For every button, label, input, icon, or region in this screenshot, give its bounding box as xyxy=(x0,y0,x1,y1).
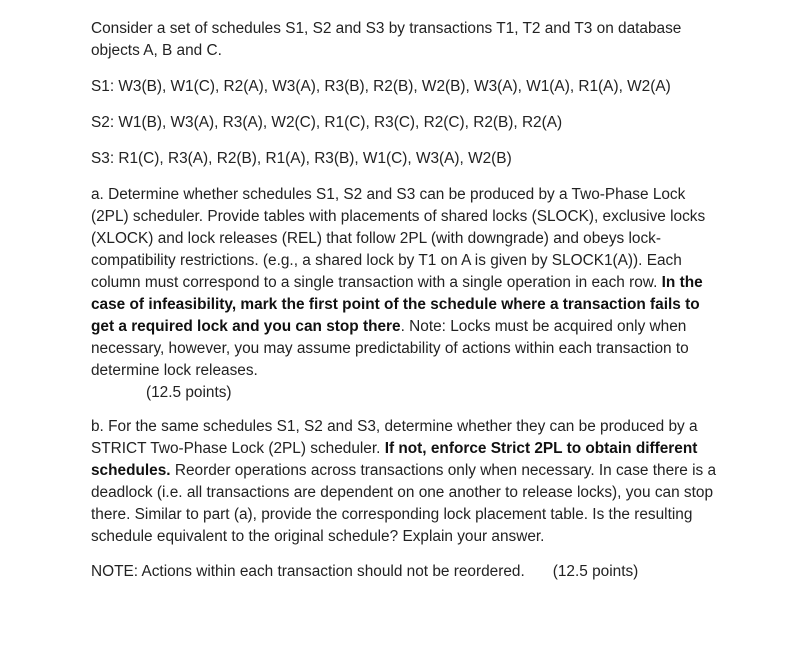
schedule-s2: S2: W1(B), W3(A), R3(A), W2(C), R1(C), R3(C), R2(C), R2(B), R2(A) xyxy=(91,114,563,131)
part-a-text: a. Determine whether schedules S1, S2 and S3 can be produced by a Two-Phase Lock (2PL) scheduler. Provide tables with placements of shared locks (SLOCK), exclusive locks (XLOCK) and lock releases (REL) that follow 2PL (with downgrade) and obeys lock-compatibility restrictions. (e.g., a shared lock by T1 on A is given by SLOCK1(A)). Each column must correspond to a single transaction with a single operation in each row. xyxy=(91,186,706,291)
problem-document xyxy=(91,18,721,583)
part-a-points: (12.5 points) xyxy=(146,384,232,401)
part-a-bold: In the case of infeasibility, mark the first point of the schedule where a transaction fails to get a required lock and you can stop there xyxy=(91,274,703,335)
note-points: (12.5 points) xyxy=(552,563,639,580)
intro-paragraph: Consider a set of schedules S1, S2 and S3 by transactions T1, T2 and T3 on database objects A, B and C. xyxy=(91,20,682,59)
note-paragraph xyxy=(91,561,721,583)
schedule-s1: S1: W3(B), W1(C), R2(A), W3(A), R3(B), R2(B), W2(B), W3(A), W1(A), R1(A), W2(A) xyxy=(91,78,671,95)
note-text: NOTE: Actions within each transaction should not be reordered. xyxy=(91,563,525,580)
part-a-tail: . Note: Locks must be acquired only when necessary, however, you may assume predictability of actions within each transaction to determine lock releases. xyxy=(91,318,689,379)
part-b-tail: Reorder operations across transactions only when necessary. In case there is a deadlock (i.e. all transactions are dependent on one another to release locks), you can stop there. Similar to part (a), provide the corresponding lock placement table. Is the resulting schedule equivalent to the original schedule? Explain your answer. xyxy=(91,462,717,545)
part-b-text: b. For the same schedules S1, S2 and S3, determine whether they can be produced by a STRICT Two-Phase Lock (2PL) scheduler. xyxy=(91,418,698,457)
part-a-paragraph xyxy=(91,184,721,382)
part-b-bold: If not, enforce Strict 2PL to obtain different schedules. xyxy=(91,440,698,479)
part-b-paragraph xyxy=(91,416,721,548)
schedule-s3: S3: R1(C), R3(A), R2(B), R1(A), R3(B), W1(C), W3(A), W2(B) xyxy=(91,150,512,167)
